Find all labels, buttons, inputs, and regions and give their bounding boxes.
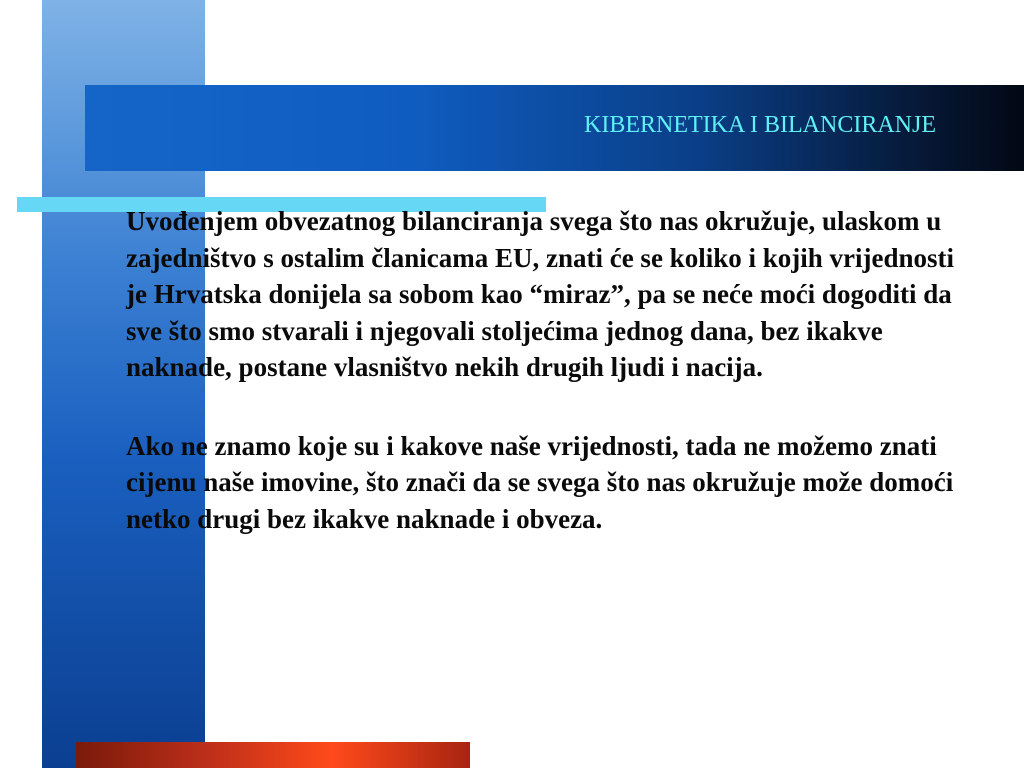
paragraph-2: Ako ne znamo koje su i kakove naše vrijednosti, tada ne možemo znati cijenu naše imovine, što znači da se svega što nas okružuje može domoći netko drugi bez ikakve naknade i obveza. xyxy=(126,430,954,534)
paragraph-1: Uvođenjem obvezatnog bilanciranja svega što nas okružuje, ulaskom u zajedništvo s ostalim članicama EU, znati će se koliko i kojih vrijednosti je Hrvatska donijela sa sobom kao “miraz”, pa se neće moći dogoditi da sve što smo stvarali i njegovali stoljećima jednog dana, bez ikakve naknade, postane vlasništvo nekih drugih ljudi i nacija. xyxy=(126,206,954,382)
bottom-decorative-bar xyxy=(76,742,470,768)
slide-title: KIBERNETIKA I BILANCIRANJE xyxy=(584,112,936,138)
slide-body xyxy=(126,203,976,537)
